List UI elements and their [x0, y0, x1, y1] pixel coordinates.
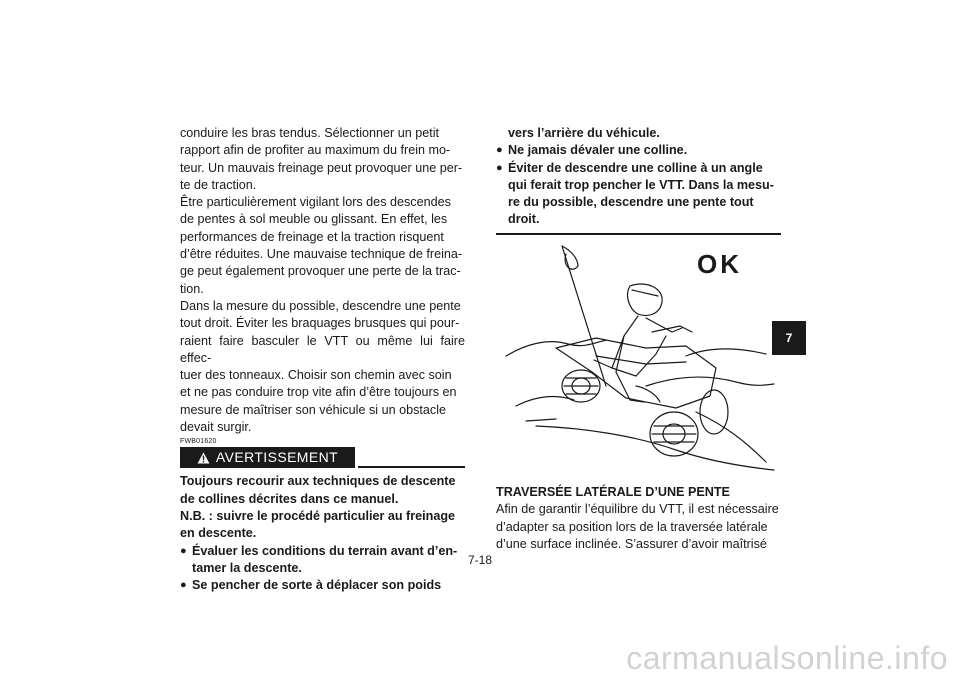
warning-rule: [358, 466, 465, 468]
warning-header: [180, 447, 465, 468]
bullet-dot-icon: ●: [180, 579, 187, 592]
warning-bullet: ● Éviter de descendre une colline à un angle qui ferait trop pencher le VTT. Dans la mesu- re du possible, descendre une pente tout droit.: [496, 160, 781, 229]
figure-caption: OK: [697, 249, 742, 279]
side-slope-section: [496, 484, 781, 553]
warning-triangle-icon: [197, 452, 210, 464]
right-column: [496, 125, 781, 235]
warning-code: FWB01620: [180, 438, 217, 446]
bullet-dot-icon: ●: [180, 544, 187, 557]
watermark: carmanualsonline.info: [626, 640, 948, 676]
warning-text: Toujours recourir aux techniques de descente de collines décrites dans ce manuel. N.B. : suivre le procédé particulier au freinage en descente.: [180, 474, 456, 541]
paragraph-loose-ground: Être particulièrement vigilant lors des descendes de pentes à sol meuble ou glissant. En effet, les performances de freinage et la traction risquent d’être réduites. Une mauvaise technique de freina- ge peut également provoquer une perte de la trac- tion.: [180, 195, 463, 296]
paragraph-side-slope: Afin de garantir l’équilibre du VTT, il est nécessaire d’adapter sa position lors de la traversée latérale d’une surface inclinée. S’assurer d’avoir maîtrisé: [496, 502, 779, 551]
paragraph-braking: conduire les bras tendus. Sélectionner un petit rapport afin de profiter au maximum du frein mo- teur. Un mauvais freinage peut provoquer une per- te de traction.: [180, 126, 463, 192]
warning-label: AVERTISSEMENT: [215, 449, 339, 466]
bullet-dot-icon: ●: [496, 161, 503, 174]
warning-bullet: ● Ne jamais dévaler une colline.: [496, 142, 781, 159]
chapter-tab: 7: [772, 321, 806, 355]
warning-end-rule: [496, 233, 781, 235]
page-number: 7-18: [467, 553, 493, 567]
bullet-dot-icon: ●: [496, 144, 503, 157]
atv-descent-illustration: [496, 236, 781, 472]
left-column: [180, 125, 465, 594]
warning-bullet-continuation: vers l’arrière du véhicule.: [508, 126, 660, 140]
warning-bullet: ● Se pencher de sorte à déplacer son poids: [180, 577, 465, 594]
section-heading: TRAVERSÉE LATÉRALE D’UNE PENTE: [496, 485, 730, 499]
paragraph-straight-descent: Dans la mesure du possible, descendre une pente tout droit. Éviter les braquages brusques qui pour- raient faire basculer le VTT ou même lui faire effec- tuer des tonneaux. Choisir son chemin avec soin et ne pas conduire trop vite afin d’être toujours en mesure de maîtriser son véhicule si un obstacle devait surgir.: [180, 298, 465, 435]
warning-bullet: ● Évaluer les conditions du terrain avant d’en- tamer la descente.: [180, 543, 465, 578]
warning-banner: [180, 447, 355, 468]
